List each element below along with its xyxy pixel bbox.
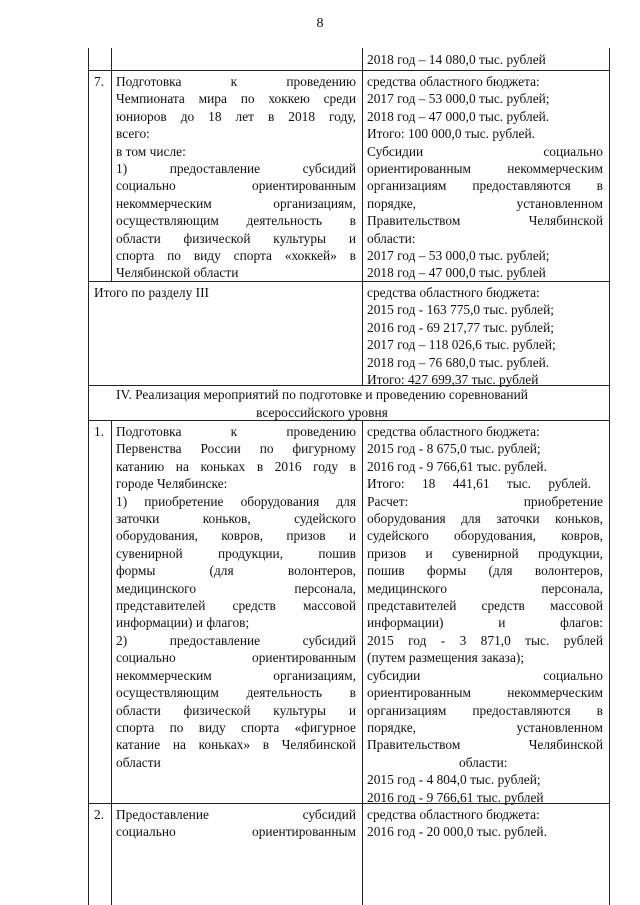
funding-line: порядке, установленном xyxy=(367,719,603,735)
row2-description xyxy=(116,806,356,841)
funding-line: ориентированным некоммерческим xyxy=(367,161,603,177)
col-divider xyxy=(88,48,89,905)
row-number: 2. xyxy=(94,807,105,822)
funding-line: медицинского персонала, xyxy=(367,580,603,596)
funding-line: 2017 год – 53 000,0 тыс. рублей; xyxy=(367,248,550,264)
row-number: 7. xyxy=(94,74,105,89)
desc-line: юниоров до 18 лет в 2018 году, xyxy=(116,108,356,124)
col-divider xyxy=(362,48,363,385)
col-divider xyxy=(111,420,112,905)
desc-line: городе Челябинске: xyxy=(116,476,228,492)
funding-line: 2017 год – 53 000,0 тыс. рублей; xyxy=(367,91,550,107)
desc-line: Подготовка к проведению xyxy=(116,424,356,439)
funding-line: 2015 год - 8 675,0 тыс. рублей; xyxy=(367,441,541,457)
row1-funding xyxy=(367,423,603,806)
desc-line: осуществляющим деятельность в xyxy=(116,213,356,229)
row1-description xyxy=(116,423,356,771)
row7-description xyxy=(116,73,356,282)
desc-line: Челябинской области xyxy=(116,265,239,281)
funding-line: области: xyxy=(367,230,416,246)
funding-line: 2016 год - 9 766,61 тыс. рублей xyxy=(367,789,544,805)
desc-line: Предоставление субсидий xyxy=(116,807,356,822)
funding-line: информации) и флагов: xyxy=(367,615,603,631)
desc-line: некоммерческим организациям, xyxy=(116,667,356,683)
desc-line: медицинского персонала, xyxy=(116,580,356,596)
funding-line: представителей средств массовой xyxy=(367,598,603,614)
desc-line: заточки коньков, судейского xyxy=(116,511,356,527)
funding-line: средства областного бюджета: xyxy=(367,807,540,822)
funding-line: судейского оборудования, ковров, xyxy=(367,528,603,544)
row2-number xyxy=(94,806,110,823)
funding-line: 2018 год – 47 000,0 тыс. рублей xyxy=(367,265,546,281)
desc-line: Подготовка к проведению xyxy=(116,74,356,89)
col-divider xyxy=(609,48,610,905)
funding-line: организациям предоставляются в xyxy=(367,702,603,718)
funding-line: средства областного бюджета: xyxy=(367,285,540,300)
desc-line: 1) предоставление субсидий xyxy=(116,161,356,177)
total-label: Итого по разделу III xyxy=(94,285,209,300)
funding-line: 2018 год – 14 080,0 тыс. рублей xyxy=(367,52,546,67)
desc-line: области xyxy=(116,754,161,770)
desc-line: сувенирной продукции, пошив xyxy=(116,545,356,561)
desc-line: всего: xyxy=(116,126,150,142)
section3-total-label xyxy=(94,284,356,301)
desc-line: в том числе: xyxy=(116,143,186,159)
col-divider xyxy=(362,420,363,905)
desc-line: Чемпионата мира по хоккею среди xyxy=(116,91,356,107)
desc-line: социально ориентированным xyxy=(116,650,356,666)
funding-line: призов и сувенирной продукции, xyxy=(367,545,603,561)
row2-funding xyxy=(367,806,603,841)
funding-line: 2018 год – 47 000,0 тыс. рублей. xyxy=(367,108,550,124)
funding-line: 2015 год - 4 804,0 тыс. рублей; xyxy=(367,772,541,788)
desc-line: социально ориентированным xyxy=(116,178,356,194)
row1-number xyxy=(94,423,110,440)
col-divider xyxy=(111,48,112,281)
funding-line: организациям предоставляются в xyxy=(367,178,603,194)
desc-line: области физической культуры и xyxy=(116,230,356,246)
funding-line: Итого: 100 000,0 тыс. рублей. xyxy=(367,126,536,142)
desc-line: представителей средств массовой xyxy=(116,598,356,614)
funding-line: пошив формы (для волонтеров, xyxy=(367,563,603,579)
section3-total-funding xyxy=(367,284,603,388)
funding-line: 2018 год – 76 680,0 тыс. рублей. xyxy=(367,354,550,370)
row7-number xyxy=(94,73,110,90)
desc-line: спорта по виду спорта «хоккей» в xyxy=(116,248,356,264)
row-number: 1. xyxy=(94,424,105,439)
section4-heading xyxy=(88,386,556,421)
funding-line: субсидии социально xyxy=(367,667,603,683)
desc-line: формы (для волонтеров, xyxy=(116,563,356,579)
desc-line: Первенства России по фигурному xyxy=(116,441,356,457)
row-divider xyxy=(88,70,610,71)
desc-line: катание на коньках» в Челябинской xyxy=(116,737,356,753)
desc-line: оборудования, ковров, призов и xyxy=(116,528,356,544)
funding-line: Итого: 18 441,61 тыс. рублей. xyxy=(367,476,592,492)
desc-line: катанию на коньках в 2016 году в xyxy=(116,458,356,474)
top-row-funding xyxy=(367,51,605,68)
funding-line: области: xyxy=(459,754,508,770)
desc-line: осуществляющим деятельность в xyxy=(116,685,356,701)
desc-line: социально ориентированным xyxy=(116,824,356,840)
funding-line: Субсидии социально xyxy=(367,143,603,159)
desc-line: 1) приобретение оборудования для xyxy=(116,493,356,509)
funding-line: 2017 год – 118 026,6 тыс. рублей; xyxy=(367,337,556,353)
funding-line: Правительством Челябинской xyxy=(367,213,603,229)
funding-line: ориентированным некоммерческим xyxy=(367,685,603,701)
funding-line: Правительством Челябинской xyxy=(367,737,603,753)
funding-line: 2016 год - 20 000,0 тыс. рублей. xyxy=(367,824,547,840)
desc-line: 2) предоставление субсидий xyxy=(116,632,356,648)
desc-line: информации) и флагов; xyxy=(116,615,250,631)
row7-funding xyxy=(367,73,603,282)
desc-line: спорта по виду спорта «фигурное xyxy=(116,719,356,735)
section-title-line: всероссийского уровня xyxy=(256,404,388,420)
funding-line: оборудования для заточки коньков, xyxy=(367,511,603,527)
section-title-line: IV. Реализация мероприятий по подготовке и проведению соревнований xyxy=(116,387,528,402)
funding-line: 2016 год - 9 766,61 тыс. рублей. xyxy=(367,458,547,474)
funding-line: Расчет: приобретение xyxy=(367,493,603,509)
funding-line: Итого: 427 699,37 тыс. рублей xyxy=(367,372,539,388)
desc-line: области физической культуры и xyxy=(116,702,356,718)
funding-line: 2015 год - 163 775,0 тыс. рублей; xyxy=(367,302,554,318)
page-number: 8 xyxy=(316,16,324,31)
funding-line: 2015 год - 3 871,0 тыс. рублей xyxy=(367,632,603,648)
funding-line: (путем размещения заказа); xyxy=(367,650,525,666)
desc-line: некоммерческим организациям, xyxy=(116,195,356,211)
funding-line: порядке, установленном xyxy=(367,195,603,211)
funding-line: 2016 год - 69 217,77 тыс. рублей; xyxy=(367,319,554,335)
funding-line: средства областного бюджета: xyxy=(367,424,540,439)
funding-line: средства областного бюджета: xyxy=(367,74,540,89)
